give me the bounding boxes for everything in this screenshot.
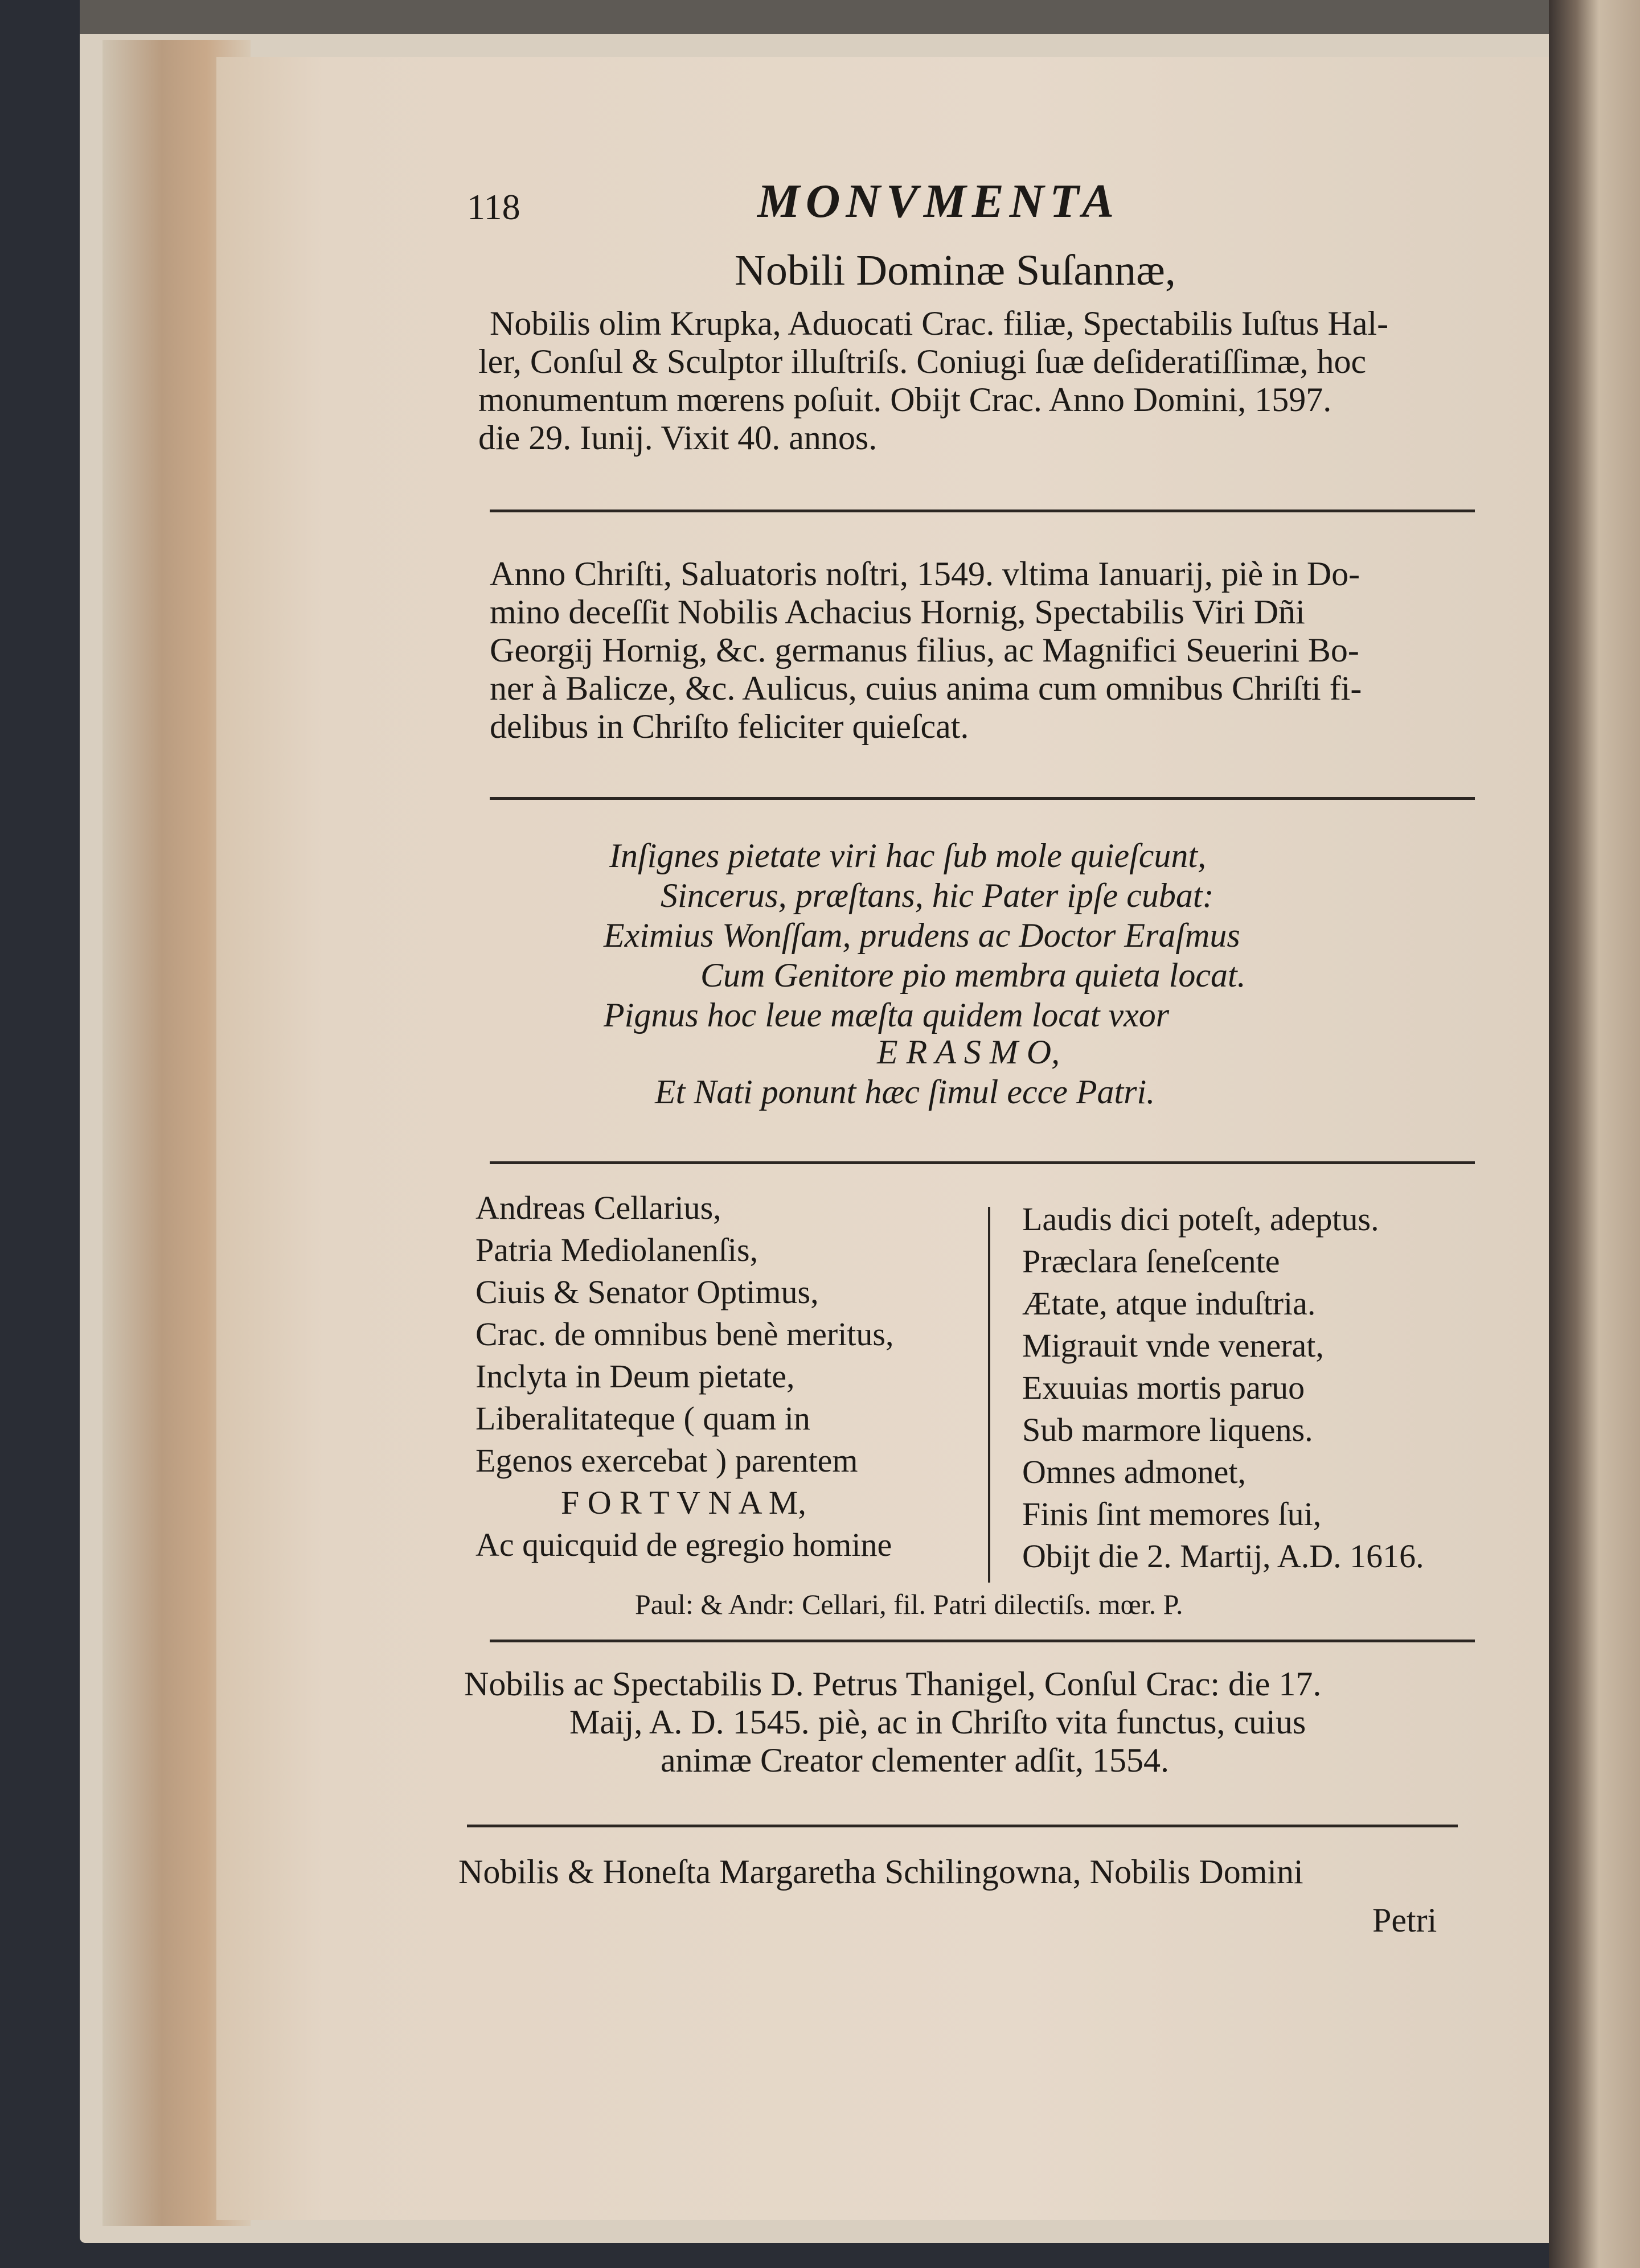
entry4-left-column	[475, 1187, 894, 1566]
divider-rule	[490, 1161, 1475, 1164]
text-line: Georgij Hornig, &c. germanus filius, ac Magnifici Seuerini Bo-	[490, 631, 1359, 669]
divider-rule	[467, 1825, 1458, 1827]
catchword: Petri	[1372, 1901, 1437, 1939]
page-number: 118	[467, 187, 520, 227]
text-line: monumentum mœrens poſuit. Obijt Crac. Anno Domini, 1597.	[478, 381, 1332, 418]
text-line: mino deceſſit Nobilis Achacius Hornig, Spectabilis Viri Dñi	[490, 593, 1305, 631]
text-line: Sub marmore liquens.	[1022, 1411, 1313, 1448]
book-top	[80, 0, 1560, 34]
running-title: MONVMENTA	[757, 175, 1120, 228]
poem-line: E R A S M O,	[877, 1033, 1060, 1071]
text-line: Nobilis olim Krupka, Aduocati Crac. filiæ, Spectabilis Iuſtus Hal-	[490, 305, 1389, 342]
text-line: Egenos exercebat ) parentem	[475, 1442, 858, 1479]
text-line: Ac quicquid de egregio homine	[475, 1526, 892, 1563]
text-line: Liberalitateque ( quam in	[475, 1400, 810, 1437]
entry6-text: Nobilis & Honeſta Margaretha Schilingowna, Nobilis Domini	[458, 1853, 1303, 1891]
poem-line: Eximius Wonſſam, prudens ac Doctor Eraſmus	[604, 917, 1240, 954]
text-line: Ciuis & Senator Optimus,	[475, 1273, 819, 1310]
text-line: Maij, A. D. 1545. piè, ac in Chriſto vita functus, cuius	[569, 1703, 1306, 1741]
divider-rule	[490, 1640, 1475, 1642]
poem-line: Sincerus, præſtans, hic Pater ipſe cubat:	[661, 877, 1214, 914]
poem-line: Inſignes pietate viri hac ſub mole quieſcunt,	[609, 837, 1207, 874]
entry4-right-column	[1022, 1198, 1424, 1577]
text-line: ner à Balicze, &c. Aulicus, cuius anima cum omnibus Chriſti fi-	[490, 669, 1362, 707]
poem-line: Et Nati ponunt hæc ſimul ecce Patri.	[655, 1073, 1155, 1111]
text-line: Patria Mediolanenſis,	[475, 1231, 758, 1268]
text-line: Andreas Cellarius,	[475, 1189, 721, 1226]
text-line: Omnes admonet,	[1022, 1453, 1247, 1490]
text-line: Exuuias mortis paruo	[1022, 1369, 1305, 1406]
text-line: Laudis dici poteſt, adeptus.	[1022, 1201, 1379, 1238]
text-line: Migrauit vnde venerat,	[1022, 1327, 1324, 1364]
text-line: animæ Creator clementer adſit, 1554.	[661, 1741, 1170, 1779]
text-line: F O R T V N A M,	[561, 1484, 806, 1521]
book-binding	[1549, 0, 1640, 2268]
text-line: Crac. de omnibus benè meritus,	[475, 1316, 894, 1353]
entry4-dedication: Paul: & Andr: Cellari, fil. Patri dilectiſs. mœr. P.	[635, 1588, 1183, 1620]
poem-line: Cum Genitore pio membra quieta locat.	[700, 956, 1246, 994]
text-line: Ætate, atque induſtria.	[1022, 1285, 1316, 1322]
column-divider	[988, 1207, 990, 1583]
divider-rule	[490, 797, 1475, 800]
poem-line: Pignus hoc leue mæſta quidem locat vxor	[604, 996, 1170, 1034]
text-line: Præclara ſeneſcente	[1022, 1243, 1280, 1280]
text-line: Inclyta in Deum pietate,	[475, 1358, 795, 1395]
text-line: Anno Chriſti, Saluatoris noſtri, 1549. vltima Ianuarij, piè in Do-	[490, 555, 1360, 593]
text-line: ler, Conſul & Sculptor illuſtriſs. Coniugi ſuæ deſideratiſſimæ, hoc	[478, 343, 1367, 380]
divider-rule	[490, 510, 1475, 512]
text-line: die 29. Iunij. Vixit 40. annos.	[478, 419, 878, 457]
entry1-heading: Nobili Dominæ Suſannæ,	[735, 246, 1176, 294]
text-line: Nobilis ac Spectabilis D. Petrus Thanigel, Conſul Crac: die 17.	[464, 1665, 1322, 1703]
text-line: Obijt die 2. Martij, A.D. 1616.	[1022, 1538, 1424, 1575]
text-line: Finis ſint memores ſui,	[1022, 1495, 1322, 1532]
text-line: delibus in Chriſto feliciter quieſcat.	[490, 708, 969, 745]
